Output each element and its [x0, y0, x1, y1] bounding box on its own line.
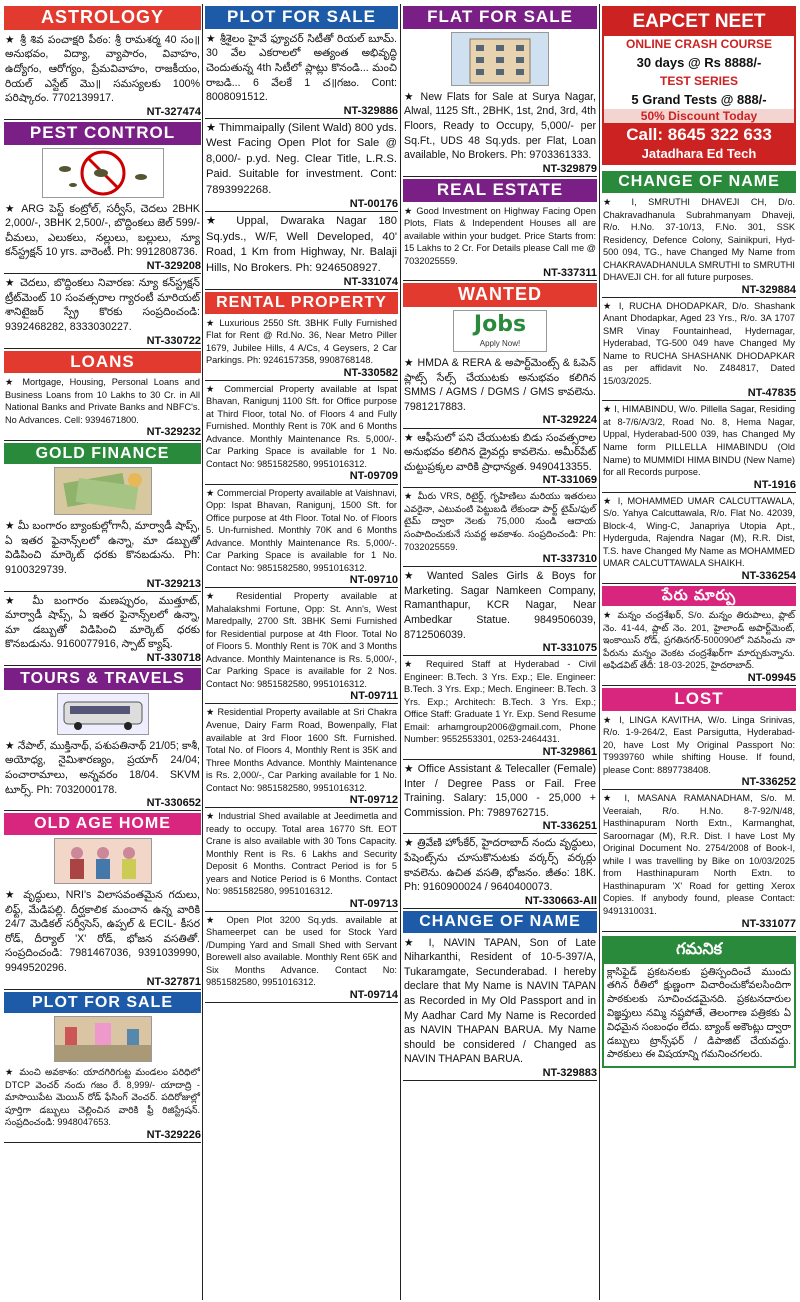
- promo-line: TEST SERIES: [659, 73, 739, 88]
- ad-gold-1: ★ మీ బంగారం బ్యాంకుల్లోగానీ, మార్వాడీ షాప్స్, ఏ ఇతర ఫైనాన్స్‌లలో ఉన్నా, మా డబ్బుతో విడిపించి మార్కెట్ ధరకు కొనబడును. Ph: 9100329739.: [5, 520, 200, 576]
- ad-rental-7: ★ Open Plot 3200 Sq.yds. available at Shameerpet can be used for Stock Yard /Dumping Yard and Small Shed with Servant Borewell also available. Monthly Rent 65K and Six Months Advance. Contact No: 9851582580, 9951016312.: [206, 914, 397, 988]
- plot-layout-icon: [55, 1017, 151, 1061]
- ad-code: NT-329224: [403, 414, 597, 428]
- ad-code: NT-329861: [403, 746, 597, 760]
- ad-oldage-1: ★ వృద్ధులు, NRI's విలాసవంతమైన గదులు, లిఫ్ట్, మేడిపల్లి. దీర్ఘకాలిక మంచాన ఉన్న వారికి 24/7 మెడికల్ సర్వీసెస్, ఉప్పల్ & ECIL- కీసర రోడ్, దీర్యాల్ 'X' రోడ్, భోజన వసతితో. సంప్రదించండి: 7981467036, 9391039990, 9949520296.: [5, 888, 200, 974]
- pest-icon: [43, 149, 163, 197]
- promo-call: Call: 8645 322 633: [604, 123, 794, 147]
- ad-code: NT-330722: [4, 335, 201, 349]
- ad-code: NT-329879: [403, 163, 597, 177]
- notice-text: క్లాసిఫైడ్ ప్రకటనలకు ప్రతిస్పందించే ముందు తగిన రీతిలో క్షుణ్ణంగా విచారించుకోవలసిందిగా పాఠకులకు సూచించడమైనది. ప్రకటనదారుల విజ్ఞప్తులు నమ్మి నష్టపోతే, తెలంగాణ పత్రికకు ఏ విధమైన సంబంధం లేదు. బ్యాంక్ అకౌంట్లు ద్వారా డబ్బులు ట్రాన్స్‌ఫర్ / డిపాజిట్ చేయవద్దు. పాఠకులు ఈ విషయాన్ని గమనించగలరు.: [607, 966, 791, 1061]
- ad-code: NT-09711: [205, 690, 398, 704]
- section-header-astrology: ASTROLOGY: [4, 6, 201, 30]
- ad-tours-1: ★ నేపాల్, ముక్తినాథ్, పశుపతినాథ్ 21/05; కాశీ, అయోధ్య, నైమిశారణ్యం, ప్రయాగ్ 24/04; పంచారామాలు, అన్నవరం 18/04. SKVM టూర్స్. Ph: 7032000178.: [5, 739, 200, 796]
- old-age-photo: [54, 838, 152, 884]
- section-header-change-of-name: CHANGE OF NAME: [403, 911, 597, 933]
- gold-finance-photo: [54, 467, 152, 515]
- ad-wanted-1: ★ HMDA & RERA & అపార్ట్‌మెంట్స్ & ఓపెన్ ప్లాట్స్ సేల్స్ చేయుటకు అనుభవం కలిగిన SMMS / AGMS / DGMS / GMS కావలెను. 7981217883.: [404, 356, 596, 413]
- section-header-lost: LOST: [602, 688, 796, 711]
- elderly-people-icon: [55, 839, 151, 883]
- section-header-old-age-home: OLD AGE HOME: [4, 813, 201, 835]
- section-header-plot-for-sale: PLOT FOR SALE: [205, 6, 398, 29]
- ad-code: NT-327474: [4, 106, 201, 120]
- section-header-rental-property: RENTAL PROPERTY: [205, 292, 398, 314]
- ad-code: NT-330718: [4, 652, 201, 666]
- ad-wanted-6: ★ Office Assistant & Telecaller (Female) Inter / Degree Pass or Fail. Free Training. Salary: 15,000 - 25,000 + Commission. Ph: 7989762715.: [404, 762, 596, 819]
- ad-code: NT-00176: [205, 198, 398, 212]
- ad-pest-1: ★ ARG పెస్ట్ కంట్రోల్, సర్వీస్, చెదలు 2BHK 2,000/-, 3BHK 2,500/-, బొద్దింకలు జెల్ 599/- చీమలు, ఎలుకలు, నల్లులు, బల్లులు, న్యూ కన్‌స్ట్రక్షన్ 10 yrs. వారెంటీ. Ph: 9912808736.: [5, 202, 200, 259]
- notice-header: గమనిక: [604, 938, 794, 964]
- ad-code: NT-330652: [4, 797, 201, 811]
- ad-plot-2: ★ Thimmaipally (Silent Wald) 800 yds. West Facing Open Plot for Sale @ 8,000/- p.yd. Neg. Clear Title, L.R.S. Paid. Suitable for investment. Cont: 7893992268.: [206, 121, 397, 196]
- ad-pest-2: ★ చెదలు, బొద్దింకలు నివారణ: న్యూ కన్‌స్ట్రక్షన్ ట్రీట్‌మెంట్ 10 సంవత్సరాల గ్యారంటీ మారియట్ శానిటైజర్ స్ప్రే కొరకు సంప్రదించండి: 9392468282, 8333030227.: [5, 277, 200, 333]
- notice-box: [602, 936, 796, 1069]
- section-header-plot-for-sale: PLOT FOR SALE: [4, 992, 201, 1014]
- ad-changename-1: ★ I, NAVIN TAPAN, Son of Late Niharkanthi, Resident of 10-5-397/A, Tukaramgate, Secunderabad. I hereby declare that My Name is NAVIN TAPAN as Recorded in My Old Passport and in My Aadhar Card My Name is Recorded as NAVIN THAPAN BARUA. My Name should be considered / Changed as NAVIN THAPAN BARUA.: [404, 936, 596, 1066]
- ad-code: NT-09710: [205, 574, 398, 588]
- ad-code: NT-337310: [403, 553, 597, 567]
- ad-loans-1: ★ Mortgage, Housing, Personal Loans and Business Loans from 10 Lakhs to 30 Cr. in All National Banks and Private Banks and NBFC's. No Advances. Cell: 9394671800.: [5, 377, 200, 425]
- ad-code: NT-09709: [205, 470, 398, 484]
- section-header-flat-for-sale: FLAT FOR SALE: [403, 6, 597, 29]
- ad-code: NT-330582: [205, 367, 398, 381]
- promo-discount: 50% Discount Today: [604, 109, 794, 123]
- ad-realestate-1: ★ Good Investment on Highway Facing Open Plots, Flats & Independent Houses all are available within your budget. Price Starts from: 15 Lakhs to 2 Cr. For Details please Call me @ 7032025559.: [404, 205, 596, 266]
- column-1: [4, 4, 201, 1300]
- flat-photo: [451, 32, 549, 86]
- ad-code: NT-331075: [403, 642, 597, 656]
- ad-rental-5: ★ Residential Property available at Sri Chakra Avenue, Dairy Farm Road, Bowenpally, Flat available at 3rd Floor 1600 Sft. Furnished. Total No. of Floors 4, Monthly Rent is 35K and Three Months Advance. Monthly Maintenance is Rs. 2,000/-, Car Parking available for 1 No. Contact No: 9851582580, 9951016312.: [206, 707, 397, 793]
- ad-code: NT-09714: [205, 989, 398, 1003]
- ad-code: NT-327871: [4, 976, 201, 990]
- promo-line: ONLINE CRASH COURSE: [625, 37, 772, 51]
- ad-changename-1: ★ I, SMRUTHI DHAVEJI CH, D/o. Chakravadhanula Subrahmanyam Dhaveji, R/o. H.No. 37-10/13, F.No. 301, SSK Residency, Defence Colony, Sainikpuri, Hyd-500 094, TG., have Changed My Name from CHAKRAVADHANULA SMRUTHI to SMRUTHI DHAVEJI CH. for all future purposes.: [603, 197, 795, 283]
- ad-wanted-5: ★ Required Staff at Hyderabad - Civil Engineer: B.Tech. 3 Yrs. Exp.; Ele. Engineer: B.Tech. 3 Yrs. Exp.; Mech. Engineer: B.Tech. 3 Yrs. Exp.; Architech: B.Tech. 3 Yrs. Exp.; Office Staff: Graduate 1 Yr. Exp. Send Resume Email: arhamgroup2006@gmail.com, Phone Number: 9552553301, 0253-2464431.: [404, 659, 596, 745]
- ad-astrology-1: ★ శ్రీ శివ పంచాక్షరి పీఠం: శ్రీ రామశర్మ 40 సం॥ అనుభవం, విద్యా, వ్యాపారం, వివాహం, ఉద్యోగం, ఆరోగ్యం, ప్రేమవివాహం, రాజకీయం, రియల్ ఎస్టేట్ మొ॥ సమస్యలకు 100% పరిష్కారం. 7702139917.: [5, 33, 200, 105]
- promo-line: 30 days @ Rs 8888/-: [636, 54, 762, 70]
- ad-wanted-7: ★ త్రివేణి హోంకేర్, హైదరాబాద్ నందు వృద్ధులు, పేషెంట్స్‌ను చూసుకొనుటకు వర్కర్స్ వర్కర్లు కావలెను. ఉచిత వసతి, భోజనం. జీతం: 18K. Ph: 9160900024 / 9640400073.: [404, 837, 596, 894]
- ad-code: NT-336252: [602, 776, 796, 790]
- ad-code: NT-09712: [205, 794, 398, 808]
- ad-code: NT-1916: [602, 479, 796, 493]
- ad-code: NT-329213: [4, 578, 201, 592]
- ad-rental-1: ★ Luxurious 2550 Sft. 3BHK Fully Furnished Flat for Rent @ Rd.No. 36, Near Metro Piller 1679, Jubilee Hills, 4 A/Cs, 4 Geysers, 2 Car Parkings. Ph: 9246157358, 9908768148.: [206, 317, 397, 366]
- ad-code: NT-331077: [602, 918, 796, 932]
- ad-plot-3: ★ Uppal, Dwaraka Nagar 180 Sq.yds., W/F, Well Developed, 40' Road, 1 Km from Highway, Nr. Balaji Hills, No Brokers. Ph: 9246508927.: [206, 215, 397, 274]
- column-divider: [400, 4, 401, 1300]
- section-header-pest-control: PEST CONTROL: [4, 122, 201, 145]
- ad-code: NT-331069: [403, 474, 597, 488]
- ad-lost-2: ★ I, MASANA RAMANADHAM, S/o. M. Veeraiah, R/o. H.No. 8-7-92/N/48, Hasthinapuram North Extn., Karmanghat, Saroornagar (M), R.R. Dist. I have Lost My Original Document No. 2754/2008 of Book-I, while I was travelling by Bike on 10/03/2025 from Hasthinapuram North Extn. to Hasthinapuram 'X' Road for getting Xerox Copies. If anybody found, please Contact: 9491310031.: [603, 793, 795, 916]
- jobs-logo-word: Jobs: [473, 311, 527, 337]
- column-3: [403, 4, 597, 1300]
- ad-rental-3: ★ Commercial Property available at Vaishnavi, Opp: Ispat Bhavan, Ranigunj, 1500 Sft. for Office purpose at 4th Floor. Total No. of Floors 5. Un-furnished. Monthly 70K and 6 Months Advance. Monthly Maintenance Rs. 5,000/-. Car Parking Space is available for 1 No. Contact No: 9851582580, 9951016312.: [206, 487, 397, 573]
- ad-code: NT-336251: [403, 820, 597, 834]
- ad-plot-1: ★ శ్రీశైలం హైవే ఫ్యూచర్ సిటీతో రియల్ బూమ్. 30 వేల ఎకరాలలో అత్యంత అభివృద్ధి చెందుతున్న 4th సిటీలో ప్లాట్లు కొనండి... మంచి రాబడి... 6 వేలకే 1 చ॥గజం. Cont: 8008091512.: [206, 32, 397, 104]
- ad-code: NT-331074: [205, 276, 398, 290]
- ad-code: NT-329208: [4, 260, 201, 274]
- plot-photo: [54, 1016, 152, 1062]
- section-header-loans: LOANS: [4, 351, 201, 374]
- column-divider: [599, 4, 600, 1300]
- ad-code: NT-47835: [602, 387, 796, 401]
- jobs-logo: [453, 310, 547, 352]
- ad-changename-3: ★ I, HIMABINDU, W/o. Pillella Sagar, Residing at 8-7/6/A/3/2, Road No. 8, Hema Nagar, Uppal, Hyderabad-500 039, has Changed My Name form PILLELLA HIMABINDU (Old Name) to MUMMIDI HIMA BINDU (New Name) for all Records purpose.: [603, 404, 795, 478]
- ad-flat-1: ★ New Flats for Sale at Surya Nagar, Alwal, 1125 Sft., 2BHK, 1st, 2nd, 3rd, 4th Floors, Ready to Occupy, 5,000/- per Sq.Ft., UDS 48 Sq.yds. per Flat, Loan available, No Brokers. Ph: 9703361333.: [404, 90, 596, 162]
- ad-changename-4: ★ I, MOHAMMED UMAR CALCUTTAWALA, S/o. Yahya Calcuttawala, R/o. Flat No. 42039, Block-4, Wing-C, Janapriya Utopia Apt., Hyderguda, Rajendra Nagar (M), R.R. Dist, T.S. have Changed My Name as MOHAMMED UMAR CALCUTTAWALA SHAIKH.: [603, 495, 795, 569]
- pest-illustration: [42, 148, 164, 198]
- promo-box: [602, 6, 796, 165]
- column-divider: [202, 4, 203, 1300]
- ad-rental-6: ★ Industrial Shed available at Jeedimetla and ready to occupy. Total area 16770 Sft. EOT Crane is also available with 30 Tons Capacity. Monthly Rent is Rs. 6 Lakhs and Security Deposit 6 Months. Contract Period is for 5 years and Notice Period is 6 Months. Contact No: 9851582580, 9951016312.: [206, 811, 397, 897]
- ad-rental-2: ★ Commercial Property available at Ispat Bhavan, Ranigunj 1100 Sft. for Office purpose at Third Floor, total No. of Floors 4 and Fully Furnished. Monthly Rent is 70K and 6 Months Advance. Monthly Maintenance Rs. 5,000/-. Car Parking Space is available for 1 No. Contact No: 9851582580, 9951016312.: [206, 383, 397, 469]
- bus-photo: [57, 693, 149, 735]
- section-header-gold-finance: GOLD FINANCE: [4, 443, 201, 465]
- promo-title: EAPCET NEET: [604, 8, 794, 36]
- ad-code: NT-336254: [602, 570, 796, 584]
- jobs-logo-tag: Apply Now!: [479, 338, 521, 348]
- bus-icon: [58, 694, 148, 734]
- ad-wanted-2: ★ ఆఫీసులో పని చేయుటకు బిడు సంవత్సరాల అనుభవం కలిగిన డ్రైవర్లు కావలెను. అమీర్‌పేట్ చుట్టుప్రక్కల వారికి ప్రాధాన్యత. 9490413355.: [404, 431, 596, 473]
- money-icon: [55, 468, 151, 514]
- ad-plot-1: ★ మంచి అవకాశం: యాదగిరిగుట్ట మండలం పరిధిలో DTCP వెంచర్ నందు గజం రే. 8,999/- యాదాద్రి - మాసాయిపేట మెయిన్ రోడ్ ఫేసింగ్ వెంచర్. పదిరోజుల్లో పూర్తిగా డబ్బులు చెల్లించిన వారికి ఫ్రీ రిజిస్ట్రేషన్. సంప్రదించండి: 9948047653.: [5, 1067, 200, 1128]
- ad-code: NT-329226: [4, 1129, 201, 1143]
- ad-code: NT-337311: [403, 267, 597, 281]
- ad-code: NT-329884: [602, 284, 796, 298]
- ad-code: NT-329886: [205, 105, 398, 119]
- promo-line: 5 Grand Tests @ 888/-: [631, 91, 767, 107]
- ad-wanted-3: ★ మీరు VRS, రిటైర్డ్, గృహిణిలు మరియు ఇతరులు ఎవరైనా, ఎటువంటి పెట్టుబడి లేకుండా పార్ట్ టైమ్/ఫుల్ టైమ్ ద్వారా నెలకు 75,000 నుండి ఆదాయ సంపాదించుకునే సువర్ణ అవకాశం. సంప్రదించండి: Ph: 7032025559.: [404, 491, 596, 552]
- section-header-tours: TOURS & TRAVELS: [4, 668, 201, 690]
- ad-code: NT-09945: [602, 672, 796, 686]
- ad-rental-4: ★ Residential Property available at Mahalakshmi Fortune, Opp: St. Ann's, West Maredpally, 2700 Sft. 3BHK Semi Furnished for Residential purpose at 4th Floor. Total No of Floors 5. Monthly Rent is 70K and 3 Months Advance. Monthly Maintenance is Rs. 5,000/-, Car Parking Space is available for 2 Nos. Contact No: 9851582580, 9951016312.: [206, 591, 397, 689]
- ad-code: NT-329883: [403, 1067, 597, 1081]
- ad-code: NT-09713: [205, 898, 398, 912]
- section-header-name-change-telugu: పేరు మార్పు: [602, 586, 796, 607]
- building-icon: [452, 33, 548, 85]
- column-2: [205, 4, 398, 1300]
- ad-code: NT-330663-All: [403, 895, 597, 909]
- section-header-real-estate: REAL ESTATE: [403, 179, 597, 202]
- ad-perumarpu-1: ★ మన్నం చంద్రశేఖర్, S/o. మన్నం తిరుపాలు, ప్లాట్ నెం. 41-44, ప్లాట్ నెం. 201, హైలాండ్ అపార్ట్‌మెంట్, ఇంకాయిస్ రోడ్, ప్రగతినగర్-500090లో నివసించు నా పేరును మన్నం వెంకట చంద్రశేఖర్‌గా మార్చుకున్నాను. అఫిడవిట్ తేదీ: 18-03-2025, హైదరాబాద్.: [603, 610, 795, 671]
- promo-brand: Jatadhara Ed Tech: [604, 147, 794, 163]
- section-header-wanted: WANTED: [403, 283, 597, 307]
- section-header-change-of-name: CHANGE OF NAME: [602, 171, 796, 193]
- ad-wanted-4: ★ Wanted Sales Girls & Boys for Marketing. Sagar Namkeen Company, Ramanthapur, KCR Nagar, Near Ambedkar Statue. 9849506039, 8712506039.: [404, 570, 596, 641]
- ad-code: NT-329232: [4, 426, 201, 440]
- column-4: [602, 4, 796, 1300]
- ad-changename-2: ★ I, RUCHA DHODAPKAR, D/o. Shashank Anant Dhodapkar, Aged 23 Yrs., R/o. 3A 1707 SMR Vinay Fountainhead, Hydernagar, Hyderabad, TG-500 049 have Changed My Name to RUCHA SHASHANK DHODAPKAR as per affidavit No. Z484817, Dated 15/03/2025.: [603, 300, 795, 386]
- ad-gold-2: ★ మీ బంగారం మణప్పురం, ముత్తూట్, మార్వాడీ షాప్స్, ఏ ఇతర ఫైనాన్స్‌లలో ఉన్నా, మా డబ్బుతో విడిపించి మార్కెట్ ధరకు కొనబడును. 9160077916, స్పాట్ క్యాష్.: [5, 594, 200, 651]
- ad-lost-1: ★ I, LINGA KAVITHA, W/o. Linga Srinivas, R/o. 1-9-264/2, East Parsigutta, Hyderabad-20, have Lost My Original Passport No: T9939760 while shifting House. If found, please Cont: 8897738408.: [603, 714, 795, 775]
